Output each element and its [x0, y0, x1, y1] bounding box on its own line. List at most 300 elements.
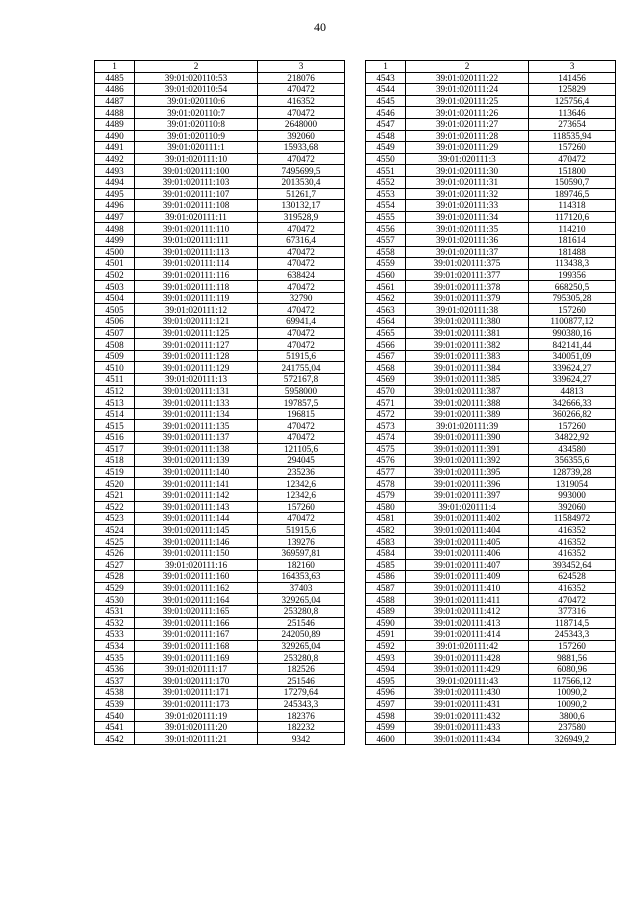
table-row	[366, 188, 616, 200]
table-row	[95, 698, 345, 710]
table-row	[95, 687, 345, 699]
cell-cadastral-number: 39:01:020111:412	[406, 605, 529, 617]
table-row	[95, 234, 345, 246]
cell-number: 4581	[366, 513, 406, 525]
cell-value: 241755,04	[258, 362, 345, 374]
cell-number: 4557	[366, 234, 406, 246]
cell-number: 4596	[366, 687, 406, 699]
table-row	[95, 617, 345, 629]
table-row	[95, 640, 345, 652]
cell-cadastral-number: 39:01:020111:173	[135, 698, 258, 710]
cell-cadastral-number: 39:01:020111:38	[406, 304, 529, 316]
table-row	[366, 687, 616, 699]
cell-number: 4530	[95, 594, 135, 606]
cell-cadastral-number: 39:01:020111:111	[135, 234, 258, 246]
cell-value: 182376	[258, 710, 345, 722]
cell-number: 4516	[95, 432, 135, 444]
table-row	[366, 513, 616, 525]
cell-cadastral-number: 39:01:020111:142	[135, 489, 258, 501]
cell-value: 392060	[529, 501, 616, 513]
cell-value: 470472	[258, 513, 345, 525]
table-row	[95, 420, 345, 432]
table-header-row	[95, 61, 345, 73]
cell-cadastral-number: 39:01:020111:395	[406, 466, 529, 478]
cell-number: 4508	[95, 339, 135, 351]
cell-value: 117566,12	[529, 675, 616, 687]
cell-value: 416352	[529, 524, 616, 536]
table-row	[366, 223, 616, 235]
cell-value: 10090,2	[529, 687, 616, 699]
cell-cadastral-number: 39:01:020111:127	[135, 339, 258, 351]
cell-number: 4551	[366, 165, 406, 177]
cell-cadastral-number: 39:01:020111:169	[135, 652, 258, 664]
cell-value: 7495699,5	[258, 165, 345, 177]
table-row	[366, 675, 616, 687]
table-row	[366, 281, 616, 293]
cell-value: 638424	[258, 269, 345, 281]
cell-value: 251546	[258, 617, 345, 629]
cell-number: 4513	[95, 397, 135, 409]
cell-value: 624528	[529, 571, 616, 583]
cell-number: 4580	[366, 501, 406, 513]
cell-cadastral-number: 39:01:020111:125	[135, 327, 258, 339]
cell-number: 4573	[366, 420, 406, 432]
cell-value: 339624,27	[529, 374, 616, 386]
cell-cadastral-number: 39:01:020111:34	[406, 211, 529, 223]
table-row	[366, 640, 616, 652]
cell-number: 4548	[366, 130, 406, 142]
table-row	[366, 443, 616, 455]
cell-number: 4591	[366, 629, 406, 641]
table-row	[95, 721, 345, 733]
cell-number: 4493	[95, 165, 135, 177]
table-row	[366, 605, 616, 617]
cell-number: 4501	[95, 258, 135, 270]
cell-value: 416352	[529, 582, 616, 594]
cell-number: 4499	[95, 234, 135, 246]
cell-value: 416352	[258, 95, 345, 107]
table-header-row	[366, 61, 616, 73]
table-row	[95, 211, 345, 223]
table-row	[95, 292, 345, 304]
cell-cadastral-number: 39:01:020111:140	[135, 466, 258, 478]
cell-number: 4528	[95, 571, 135, 583]
cell-number: 4537	[95, 675, 135, 687]
table-row	[366, 118, 616, 130]
cell-value: 197857,5	[258, 397, 345, 409]
cell-value: 51915,6	[258, 524, 345, 536]
cell-value: 369597,81	[258, 547, 345, 559]
cell-value: 157260	[529, 304, 616, 316]
table-row	[95, 582, 345, 594]
cell-value: 245343,3	[529, 629, 616, 641]
cell-cadastral-number: 39:01:020111:137	[135, 432, 258, 444]
cell-value: 114318	[529, 200, 616, 212]
table-row	[366, 142, 616, 154]
cell-value: 12342,6	[258, 489, 345, 501]
cell-number: 4488	[95, 107, 135, 119]
cell-cadastral-number: 39:01:020111:146	[135, 536, 258, 548]
table-row	[95, 176, 345, 188]
cell-cadastral-number: 39:01:020111:432	[406, 710, 529, 722]
cell-number: 4521	[95, 489, 135, 501]
cell-value: 181488	[529, 246, 616, 258]
table-row	[366, 432, 616, 444]
cell-value: 69941,4	[258, 316, 345, 328]
cell-number: 4595	[366, 675, 406, 687]
cell-value: 51915,6	[258, 350, 345, 362]
cell-number: 4520	[95, 478, 135, 490]
cell-cadastral-number: 39:01:020111:377	[406, 269, 529, 281]
cell-cadastral-number: 39:01:020111:165	[135, 605, 258, 617]
cell-cadastral-number: 39:01:020111:414	[406, 629, 529, 641]
cell-cadastral-number: 39:01:020111:166	[135, 617, 258, 629]
cell-number: 4561	[366, 281, 406, 293]
cell-value: 253280,8	[258, 652, 345, 664]
cell-number: 4519	[95, 466, 135, 478]
cell-number: 4568	[366, 362, 406, 374]
cell-value: 67316,4	[258, 234, 345, 246]
cell-value: 340051,09	[529, 350, 616, 362]
cell-number: 4494	[95, 176, 135, 188]
table-row	[366, 536, 616, 548]
cell-number: 4535	[95, 652, 135, 664]
cell-cadastral-number: 39:01:020111:13	[135, 374, 258, 386]
cell-value: 470472	[529, 594, 616, 606]
table-row	[95, 605, 345, 617]
table-row	[95, 524, 345, 536]
table-row	[95, 118, 345, 130]
cell-value: 470472	[258, 281, 345, 293]
cell-value: 842141,44	[529, 339, 616, 351]
cell-number: 4506	[95, 316, 135, 328]
cell-number: 4543	[366, 72, 406, 84]
cell-cadastral-number: 39:01:020110:54	[135, 84, 258, 96]
cell-value: 470472	[258, 420, 345, 432]
cell-cadastral-number: 39:01:020111:37	[406, 246, 529, 258]
table-row	[95, 478, 345, 490]
cell-number: 4576	[366, 455, 406, 467]
cell-value: 572167,8	[258, 374, 345, 386]
cell-cadastral-number: 39:01:020111:134	[135, 408, 258, 420]
cell-cadastral-number: 39:01:020111:428	[406, 652, 529, 664]
table-row	[366, 72, 616, 84]
cell-value: 356355,6	[529, 455, 616, 467]
cell-number: 4518	[95, 455, 135, 467]
cell-cadastral-number: 39:01:020111:143	[135, 501, 258, 513]
cell-cadastral-number: 39:01:020111:382	[406, 339, 529, 351]
cell-value: 121105,6	[258, 443, 345, 455]
table-row	[366, 733, 616, 745]
table-row	[366, 478, 616, 490]
table-row	[95, 710, 345, 722]
cell-value: 294045	[258, 455, 345, 467]
cell-cadastral-number: 39:01:020111:410	[406, 582, 529, 594]
cell-cadastral-number: 39:01:020111:168	[135, 640, 258, 652]
table-row	[95, 397, 345, 409]
table-row	[95, 385, 345, 397]
cell-value: 118535,94	[529, 130, 616, 142]
cell-number: 4579	[366, 489, 406, 501]
cell-value: 44813	[529, 385, 616, 397]
cell-cadastral-number: 39:01:020111:434	[406, 733, 529, 745]
cell-number: 4570	[366, 385, 406, 397]
table-row	[95, 316, 345, 328]
table-row	[366, 246, 616, 258]
cell-value: 164353,63	[258, 571, 345, 583]
table-row	[366, 350, 616, 362]
column-header-value: 3	[529, 61, 616, 73]
table-row	[95, 200, 345, 212]
cell-cadastral-number: 39:01:020111:135	[135, 420, 258, 432]
cell-value: 157260	[529, 142, 616, 154]
cell-number: 4564	[366, 316, 406, 328]
cell-cadastral-number: 39:01:020111:1	[135, 142, 258, 154]
cell-number: 4571	[366, 397, 406, 409]
cell-cadastral-number: 39:01:020111:396	[406, 478, 529, 490]
cell-value: 329265,04	[258, 640, 345, 652]
cell-cadastral-number: 39:01:020111:385	[406, 374, 529, 386]
cell-cadastral-number: 39:01:020111:116	[135, 269, 258, 281]
cell-cadastral-number: 39:01:020111:42	[406, 640, 529, 652]
cell-value: 2013530,4	[258, 176, 345, 188]
cell-cadastral-number: 39:01:020110:7	[135, 107, 258, 119]
cell-value: 15933,68	[258, 142, 345, 154]
table-row	[366, 559, 616, 571]
cell-value: 139276	[258, 536, 345, 548]
table-row	[95, 165, 345, 177]
cell-value: 9881,56	[529, 652, 616, 664]
table-row	[95, 663, 345, 675]
cell-value: 470472	[258, 107, 345, 119]
cell-value: 218076	[258, 72, 345, 84]
cell-value: 470472	[258, 153, 345, 165]
cell-value: 157260	[258, 501, 345, 513]
cell-number: 4536	[95, 663, 135, 675]
cell-value: 360266,82	[529, 408, 616, 420]
cell-number: 4517	[95, 443, 135, 455]
cell-number: 4498	[95, 223, 135, 235]
table-row	[366, 652, 616, 664]
cell-value: 118714,5	[529, 617, 616, 629]
cell-number: 4575	[366, 443, 406, 455]
cell-value: 1100877,12	[529, 316, 616, 328]
cell-number: 4531	[95, 605, 135, 617]
table-row	[366, 385, 616, 397]
cell-number: 4598	[366, 710, 406, 722]
cell-number: 4558	[366, 246, 406, 258]
cell-number: 4495	[95, 188, 135, 200]
table-row	[95, 408, 345, 420]
table-row	[95, 374, 345, 386]
cell-cadastral-number: 39:01:020111:114	[135, 258, 258, 270]
table-row	[366, 165, 616, 177]
cell-cadastral-number: 39:01:020111:378	[406, 281, 529, 293]
cell-number: 4505	[95, 304, 135, 316]
table-row	[366, 153, 616, 165]
cell-cadastral-number: 39:01:020111:32	[406, 188, 529, 200]
cell-value: 199356	[529, 269, 616, 281]
cell-value: 32790	[258, 292, 345, 304]
table-row	[366, 107, 616, 119]
table-row	[95, 571, 345, 583]
cell-cadastral-number: 39:01:020111:27	[406, 118, 529, 130]
cell-cadastral-number: 39:01:020111:10	[135, 153, 258, 165]
table-row	[95, 269, 345, 281]
cell-number: 4590	[366, 617, 406, 629]
cell-value: 993000	[529, 489, 616, 501]
table-row	[366, 466, 616, 478]
table-row	[366, 84, 616, 96]
cell-value: 117120,6	[529, 211, 616, 223]
cell-value: 114210	[529, 223, 616, 235]
cell-cadastral-number: 39:01:020111:379	[406, 292, 529, 304]
cell-cadastral-number: 39:01:020111:405	[406, 536, 529, 548]
table-row	[95, 304, 345, 316]
cell-cadastral-number: 39:01:020111:409	[406, 571, 529, 583]
cell-value: 5958000	[258, 385, 345, 397]
cell-value: 34822,92	[529, 432, 616, 444]
table-row	[95, 466, 345, 478]
table-row	[366, 176, 616, 188]
cell-value: 12342,6	[258, 478, 345, 490]
table-row	[95, 350, 345, 362]
cell-cadastral-number: 39:01:020111:380	[406, 316, 529, 328]
cell-cadastral-number: 39:01:020111:3	[406, 153, 529, 165]
cell-cadastral-number: 39:01:020111:22	[406, 72, 529, 84]
table-row	[95, 489, 345, 501]
cell-number: 4552	[366, 176, 406, 188]
table-row	[95, 443, 345, 455]
cell-cadastral-number: 39:01:020111:12	[135, 304, 258, 316]
cell-cadastral-number: 39:01:020111:164	[135, 594, 258, 606]
table-row	[95, 536, 345, 548]
cell-value: 141456	[529, 72, 616, 84]
page-number: 40	[314, 20, 326, 34]
table-row	[95, 107, 345, 119]
cell-value: 326949,2	[529, 733, 616, 745]
cell-cadastral-number: 39:01:020111:129	[135, 362, 258, 374]
table-row	[95, 339, 345, 351]
cell-value: 9342	[258, 733, 345, 745]
cell-number: 4542	[95, 733, 135, 745]
cell-cadastral-number: 39:01:020111:16	[135, 559, 258, 571]
table-row	[366, 408, 616, 420]
cell-cadastral-number: 39:01:020111:24	[406, 84, 529, 96]
table-row	[95, 188, 345, 200]
cell-value: 470472	[258, 327, 345, 339]
cell-cadastral-number: 39:01:020111:160	[135, 571, 258, 583]
cell-number: 4510	[95, 362, 135, 374]
table-row	[366, 339, 616, 351]
cell-number: 4503	[95, 281, 135, 293]
cell-number: 4550	[366, 153, 406, 165]
cell-number: 4578	[366, 478, 406, 490]
cell-cadastral-number: 39:01:020110:53	[135, 72, 258, 84]
column-header-cadastral: 2	[406, 61, 529, 73]
table-row	[95, 95, 345, 107]
cell-number: 4524	[95, 524, 135, 536]
table-body-right	[366, 72, 616, 744]
cell-value: 392060	[258, 130, 345, 142]
cell-cadastral-number: 39:01:020111:413	[406, 617, 529, 629]
cell-number: 4545	[366, 95, 406, 107]
cell-number: 4487	[95, 95, 135, 107]
cell-number: 4556	[366, 223, 406, 235]
cell-cadastral-number: 39:01:020111:119	[135, 292, 258, 304]
cell-value: 329265,04	[258, 594, 345, 606]
cell-cadastral-number: 39:01:020111:384	[406, 362, 529, 374]
cell-value: 125756,4	[529, 95, 616, 107]
cell-cadastral-number: 39:01:020111:387	[406, 385, 529, 397]
table-row	[366, 374, 616, 386]
cell-cadastral-number: 39:01:020111:11	[135, 211, 258, 223]
cell-value: 245343,3	[258, 698, 345, 710]
cell-number: 4489	[95, 118, 135, 130]
cell-value: 196815	[258, 408, 345, 420]
cell-value: 470472	[258, 84, 345, 96]
column-header-number: 1	[95, 61, 135, 73]
cell-value: 237580	[529, 721, 616, 733]
cell-value: 377316	[529, 605, 616, 617]
cell-cadastral-number: 39:01:020110:8	[135, 118, 258, 130]
table-row	[95, 72, 345, 84]
cell-cadastral-number: 39:01:020111:144	[135, 513, 258, 525]
table-row	[366, 698, 616, 710]
cell-number: 4533	[95, 629, 135, 641]
cell-value: 182232	[258, 721, 345, 733]
cell-value: 6080,96	[529, 663, 616, 675]
cell-value: 235236	[258, 466, 345, 478]
table-row	[366, 327, 616, 339]
table-row	[366, 292, 616, 304]
cell-number: 4586	[366, 571, 406, 583]
cell-value: 113646	[529, 107, 616, 119]
cell-number: 4547	[366, 118, 406, 130]
cell-cadastral-number: 39:01:020111:19	[135, 710, 258, 722]
cell-number: 4600	[366, 733, 406, 745]
cell-value: 189746,5	[529, 188, 616, 200]
cell-value: 470472	[258, 304, 345, 316]
table-row	[95, 652, 345, 664]
cell-number: 4509	[95, 350, 135, 362]
table-row	[95, 223, 345, 235]
table-body-left	[95, 72, 345, 744]
cell-cadastral-number: 39:01:020111:375	[406, 258, 529, 270]
cell-number: 4539	[95, 698, 135, 710]
table-row	[95, 258, 345, 270]
cell-value: 130132,17	[258, 200, 345, 212]
cell-value: 319528,9	[258, 211, 345, 223]
cell-cadastral-number: 39:01:020111:110	[135, 223, 258, 235]
table-row	[95, 362, 345, 374]
cell-value: 470472	[258, 223, 345, 235]
cell-number: 4538	[95, 687, 135, 699]
cell-cadastral-number: 39:01:020111:402	[406, 513, 529, 525]
cell-cadastral-number: 39:01:020110:9	[135, 130, 258, 142]
cell-cadastral-number: 39:01:020111:406	[406, 547, 529, 559]
cell-cadastral-number: 39:01:020111:4	[406, 501, 529, 513]
cell-value: 17279,64	[258, 687, 345, 699]
cell-number: 4584	[366, 547, 406, 559]
table-row	[366, 258, 616, 270]
cell-cadastral-number: 39:01:020111:139	[135, 455, 258, 467]
cell-value: 157260	[529, 640, 616, 652]
table-row	[95, 559, 345, 571]
cell-number: 4486	[95, 84, 135, 96]
table-row	[366, 95, 616, 107]
cell-number: 4593	[366, 652, 406, 664]
